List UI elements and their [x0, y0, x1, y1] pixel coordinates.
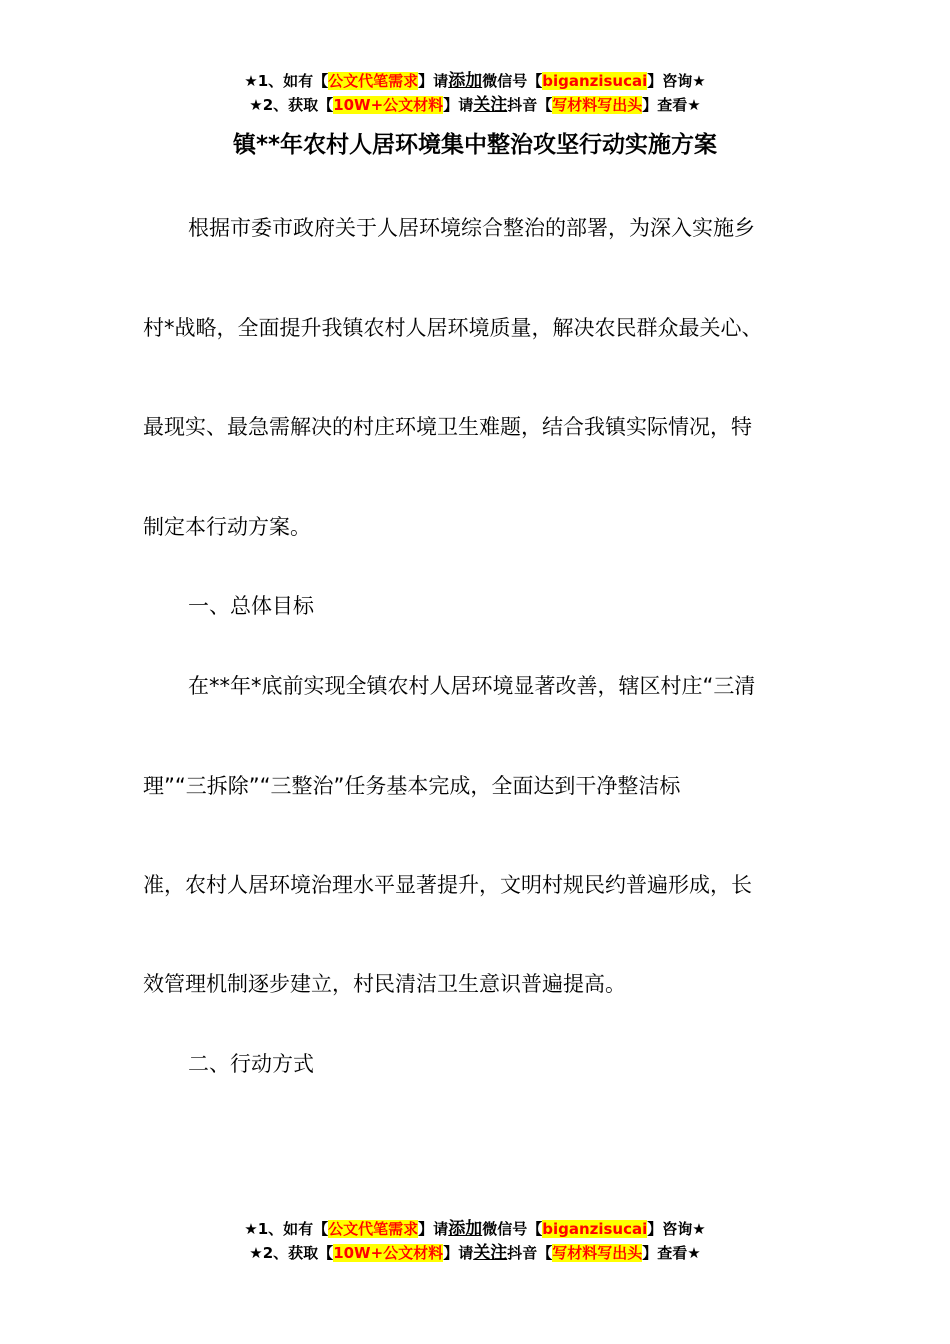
star-icon: ★: [244, 72, 258, 90]
section-heading: 一、总体目标: [188, 594, 314, 618]
star-icon: ★: [687, 96, 701, 114]
promo-text: 】查看: [642, 96, 688, 114]
highlight-douyin: 写材料写出头: [552, 1244, 643, 1262]
footer-promo-banner: [0, 1217, 950, 1265]
highlight-wechat-id: biganzisucai: [542, 72, 648, 90]
promo-text: 1、如有【: [257, 72, 329, 90]
highlight-service: 公文代笔需求: [328, 72, 419, 90]
star-icon: ★: [249, 1244, 263, 1262]
paragraph-line: 根据市委市政府关于人居环境综合整治的部署，为深入实施乡: [188, 216, 755, 240]
highlight-douyin: 写材料写出头: [552, 96, 643, 114]
highlight-materials: 10W+公文材料: [333, 1244, 444, 1262]
document-title: 镇**年农村人居环境集中整治攻坚行动实施方案: [232, 132, 718, 158]
promo-text: 】咨询: [647, 1220, 693, 1238]
underlined-text: 添加: [448, 1219, 483, 1239]
star-icon: ★: [244, 1220, 258, 1238]
section-heading: 二、行动方式: [188, 1052, 314, 1076]
promo-text: 】查看: [642, 1244, 688, 1262]
promo-text: 】请: [443, 96, 474, 114]
paragraph-line: 在**年*底前实现全镇农村人居环境显著改善，辖区村庄“三清: [188, 674, 756, 698]
paragraph-line: 理”“三拆除”“三整治”任务基本完成，全面达到干净整洁标: [143, 774, 681, 798]
highlight-service: 公文代笔需求: [328, 1220, 419, 1238]
promo-text: 】请: [443, 1244, 474, 1262]
promo-text: 微信号【: [482, 72, 543, 90]
star-icon: ★: [692, 72, 706, 90]
underlined-text: 关注: [473, 1243, 508, 1263]
promo-line-1: [0, 1217, 950, 1241]
promo-text: 微信号【: [482, 1220, 543, 1238]
paragraph-line: 制定本行动方案。: [143, 515, 311, 539]
promo-text: 】请: [418, 72, 449, 90]
promo-text: 】咨询: [647, 72, 693, 90]
promo-text: 2、获取【: [262, 96, 334, 114]
star-icon: ★: [249, 96, 263, 114]
promo-text: 2、获取【: [262, 1244, 334, 1262]
promo-line-2: [0, 1241, 950, 1265]
header-promo-banner: [0, 69, 950, 117]
paragraph-line: 村*战略，全面提升我镇农村人居环境质量，解决农民群众最关心、: [143, 316, 763, 340]
star-icon: ★: [687, 1244, 701, 1262]
paragraph-line: 准，农村人居环境治理水平显著提升，文明村规民约普遍形成，长: [143, 873, 752, 897]
highlight-wechat-id: biganzisucai: [542, 1220, 648, 1238]
promo-text: 】请: [418, 1220, 449, 1238]
star-icon: ★: [692, 1220, 706, 1238]
highlight-materials: 10W+公文材料: [333, 96, 444, 114]
promo-text: 抖音【: [507, 96, 553, 114]
underlined-text: 关注: [473, 95, 508, 115]
promo-line-2: [0, 93, 950, 117]
paragraph-line: 效管理机制逐步建立，村民清洁卫生意识普遍提高。: [143, 972, 626, 996]
promo-line-1: [0, 69, 950, 93]
promo-text: 1、如有【: [257, 1220, 329, 1238]
underlined-text: 添加: [448, 71, 483, 91]
paragraph-line: 最现实、最急需解决的村庄环境卫生难题，结合我镇实际情况，特: [143, 415, 752, 439]
promo-text: 抖音【: [507, 1244, 553, 1262]
